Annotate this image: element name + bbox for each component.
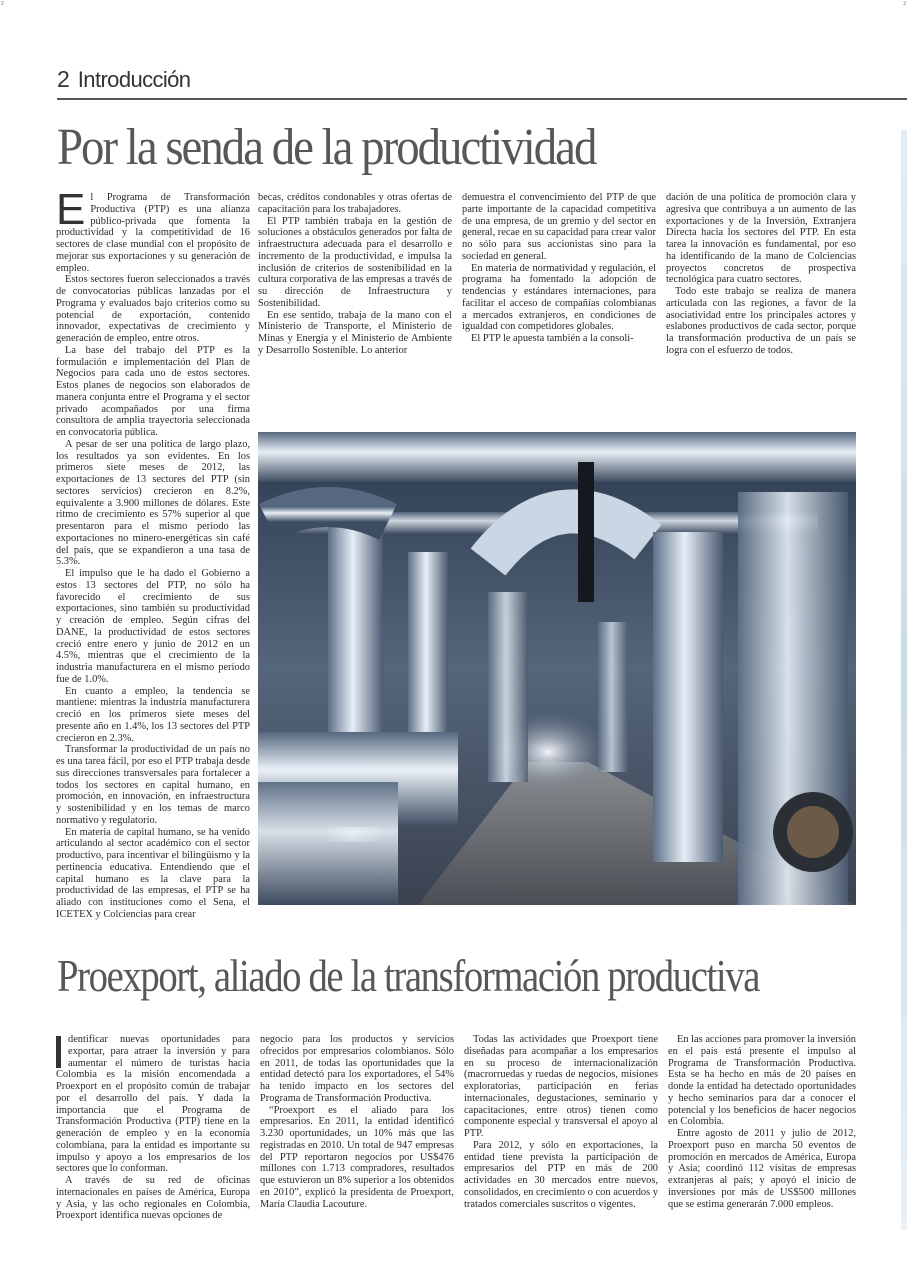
paragraph: [258, 192, 452, 216]
header-rule: [57, 98, 907, 100]
paragraph: [260, 1034, 454, 1105]
page-mark-right: 2: [903, 1, 906, 7]
page-number: 2: [57, 66, 70, 92]
article1-column-1: [56, 185, 250, 921]
paragraph-text: Para 2012, y sólo en exportaciones, la entidad tiene prevista la participación de empresarios del PTP en más de 200 actividades en 30 mercados entre nuevos, consolidados, en crecimiento o con acuerdos y tratados comerciales suscritos o vigentes.: [464, 1139, 658, 1210]
article1-headline: Por la senda de la productividad: [57, 119, 596, 176]
paragraph-text: Transformar la productividad de un país no es una tarea fácil, por eso el PTP trabaja desde sus direcciones transversales para fortalecer a todos los sectores en capital humano, en promoción, en innovación, en infraestructura y sostenibilidad y en los temas de marco normativo y regulatorio.: [56, 744, 250, 826]
article1-column-4: [666, 192, 856, 357]
paragraph-text: El impulso que le ha dado el Gobierno a estos 13 sectores del PTP, no sólo ha favorecido el crecimiento de sus exportaciones, sino también su productividad y creación de empleo. Según cifras del DANE, la productividad de estos sectores creció entre enero y junio de 2012 en un 4.5%, mientras que el crecimiento de la industria manufacturera en el mismo período fue de 1.0%.: [56, 568, 250, 685]
article1-column-3: [462, 192, 656, 345]
article2-column-3: [464, 1034, 658, 1210]
paragraph-text: El PTP le apuesta también a la consoli-: [471, 333, 634, 344]
paragraph: [56, 185, 250, 274]
paragraph: [464, 1140, 658, 1211]
paragraph-text: En materia de capital humano, se ha venido articulando al sector académico con el sector productivo, para incentivar el bilingüismo y la pertinencia educativa. Entendiendo que el capital humano es la clave para la productividad de las empresas, el PTP se ha aliado con instituciones como el Sena, el ICETEX y Colciencias para crear: [56, 826, 250, 920]
paragraph: [56, 686, 250, 745]
paragraph-text: dación de una política de promoción clara y agresiva que contribuya a un aumento de las exportaciones y de la Inversión, Extranjera Directa hacia los sectores del PTP. En esta tarea la innovación es fundamental, por eso ha identificando de la mano de Colciencias proyectos concretos de prospectiva tecnológica para cuatro sectores.: [666, 192, 856, 286]
paragraph: [56, 1034, 250, 1175]
paragraph-text: A pesar de ser una política de largo plazo, los resultados ya son evidentes. En los primeros siete meses de 2012, las exportaciones de 13 sectores del PTP (sin sectores servicios) crecieron en 8.2%, equivalente a 3.900 millones de dólares. Este ritmo de crecimiento es 57% superior al que presentaron para el mismo periodo las exportaciones no minero-energéticas sin café del país, que se expandieron a una tasa de 5.3%.: [56, 438, 250, 568]
paragraph-text: l Programa de Transformación Productiva (PTP) es una alianza público-privada que fomenta la productividad y la competitividad de 16 sectores de clase mundial con el propósito de mejorar sus exportaciones y su generación de empleo.: [56, 192, 250, 274]
drop-cap-bar: [56, 1036, 61, 1068]
paragraph-text: A través de su red de oficinas internacionales en países de América, Europa y Asia, y las ocho regionales en Colombia, Proexport identifica nuevas opciones de: [56, 1175, 250, 1222]
paragraph-text: En cuanto a empleo, la tendencia se mantiene: mientras la industria manufacturera creció en los primeros siete meses del presente año en 1.4%, los 13 sectores del PTP crecieron en 2.3%.: [56, 685, 250, 744]
paragraph: [258, 216, 452, 310]
article2-column-1: [56, 1034, 250, 1222]
article1-column-2: [258, 192, 452, 357]
paragraph-text: El PTP también trabaja en la gestión de soluciones a obstáculos generados por falta de infraestructura adecuada para el desarrollo e incremento de la productividad, e impulsa la inclusión de criterios de sostenibilidad en la cultura corporativa de las empresas a través de su dirección de Infraestructura y Sostenibilidad.: [258, 215, 452, 309]
paragraph: [56, 1175, 250, 1222]
article2-headline: Proexport, aliado de la transformación productiva: [57, 951, 760, 1001]
paragraph: [258, 310, 452, 357]
paragraph-text: Estos sectores fueron seleccionados a través de convocatorias públicas lanzadas por el Programa y evaluados bajo criterios como su potencial de exportación, contenido innovador, expectativas de crecimiento y generación de empleo, entre otros.: [56, 274, 250, 344]
paragraph-text: Entre agosto de 2011 y julio de 2012, Proexport puso en marcha 50 eventos de promoción en mercados de América, Europa y Asia; coordinó 112 visitas de empresas extranjeras al país; y apoyó el inicio de inversiones por más de US$500 millones que se estima generarán 7.000 empleos.: [668, 1128, 856, 1210]
paragraph: [464, 1034, 658, 1140]
page-edge-strip: [901, 130, 907, 1230]
paragraph: [56, 744, 250, 826]
paragraph: [462, 192, 656, 263]
paragraph-text: “Proexport es el aliado para los empresarios. En 2011, la entidad identificó 3.230 oportunidades, un 10% más que las registradas en 2010. Un total de 947 empresas del PTP reportaron negocios por US$476 millones con 1.713 compradores, resultados que estuvieron un 8% superior a los obtenidos en 2010”, explicó la presidenta de Proexport, María Claudia Lacouture.: [260, 1104, 454, 1210]
paragraph: [666, 192, 856, 286]
paragraph: [668, 1128, 856, 1210]
article2-column-2: [260, 1034, 454, 1210]
paragraph: [56, 345, 250, 439]
paragraph: [56, 568, 250, 686]
paragraph-text: En ese sentido, trabaja de la mano con el Ministerio de Transporte, el Ministerio de Minas y Energía y el Ministerio de Ambiente y Desarrollo Sostenible. Lo anterior: [258, 309, 452, 356]
drop-cap: E: [56, 185, 86, 234]
paragraph-text: negocio para los productos y servicios ofrecidos por empresarios colombianos. Sólo en 2011, de todas las oportunidades que la entidad detectó para los exportadores, el 54% ha tenido impacto en los sectores del Programa de Transformación Productiva.: [260, 1034, 454, 1104]
paragraph: [462, 263, 656, 334]
paragraph-text: En materia de normatividad y regulación, el programa ha fomentado la adopción de tendencias y estándares internaciones, para facilitar el acceso de compañías colombianas a mercados extranjeros, en condiciones de igualdad con competidores globales.: [462, 262, 656, 333]
paragraph-text: Todas las actividades que Proexport tiene diseñadas para acompañar a los empresarios en su proceso de internacionalización (macrorruedas y ruedas de negocios, misiones exploratorias, participación en ferias internacionales, degustaciones, seminario y capacitaciones, entre otros) tienen como componente especial y transversal el apoyo al PTP.: [464, 1034, 658, 1139]
paragraph: [668, 1034, 856, 1128]
section-name: Introducción: [77, 67, 191, 92]
paragraph-text: Todo este trabajo se realiza de manera articulada con las regiones, a favor de la asociatividad entre los principales actores y eslabones productivos de cada sector, porque la transformación productiva de un país se logra con el esfuerzo de todos.: [666, 286, 856, 356]
paragraph-text: becas, créditos condonables y otras ofertas de capacitación para los trabajadores.: [258, 192, 452, 215]
industrial-pipes-photo: [258, 432, 856, 905]
paragraph: [462, 333, 656, 345]
article2-column-4: [668, 1034, 856, 1210]
paragraph: [56, 274, 250, 345]
paragraph-text: demuestra el convencimiento del PTP de que parte importante de la capacidad competitiva de una empresa, de un gremio y del sector en general, recae en su capacidad para crear valor no sólo para sus accionistas sino para la sociedad en general.: [462, 192, 656, 262]
paragraph: [666, 286, 856, 357]
paragraph-text: dentificar nuevas oportunidades para exportar, para atraer la inversión y para aumentar el número de turistas hacia Colombia es la misión encomendada a Proexport en el propósito común de trabajar por el desarrollo del país. Y dada la importancia que el Programa de Transformación Productiva (PTP) tiene en la generación de empleo y en la economía colombiana, para la entidad es importante su impulso y apoyo a los empresarios de los sectores que lo conforman.: [56, 1034, 250, 1175]
paragraph-text: En las acciones para promover la inversión en el país está presente el impulso al Programa de Transformación Productiva. Esta se ha hecho en más de 20 países en donde la entidad ha detectado oportunidades y hecho seminarios para dar a conocer el potencial y los beneficios de hacer negocios en Colombia.: [668, 1034, 856, 1128]
paragraph: [56, 827, 250, 921]
paragraph: [56, 439, 250, 568]
paragraph-text: La base del trabajo del PTP es la formulación e implementación del Plan de Negocios para cada uno de estos sectores. Estos planes de negocios son elaborados de manera conjunta entre el Programa y el sector privado acompañados por una firma consultora de amplia trayectoria seleccionada en convocatoria pública.: [56, 344, 250, 438]
section-header: [57, 66, 190, 93]
paragraph: [260, 1105, 454, 1211]
page-mark-left: 2: [1, 1, 4, 7]
